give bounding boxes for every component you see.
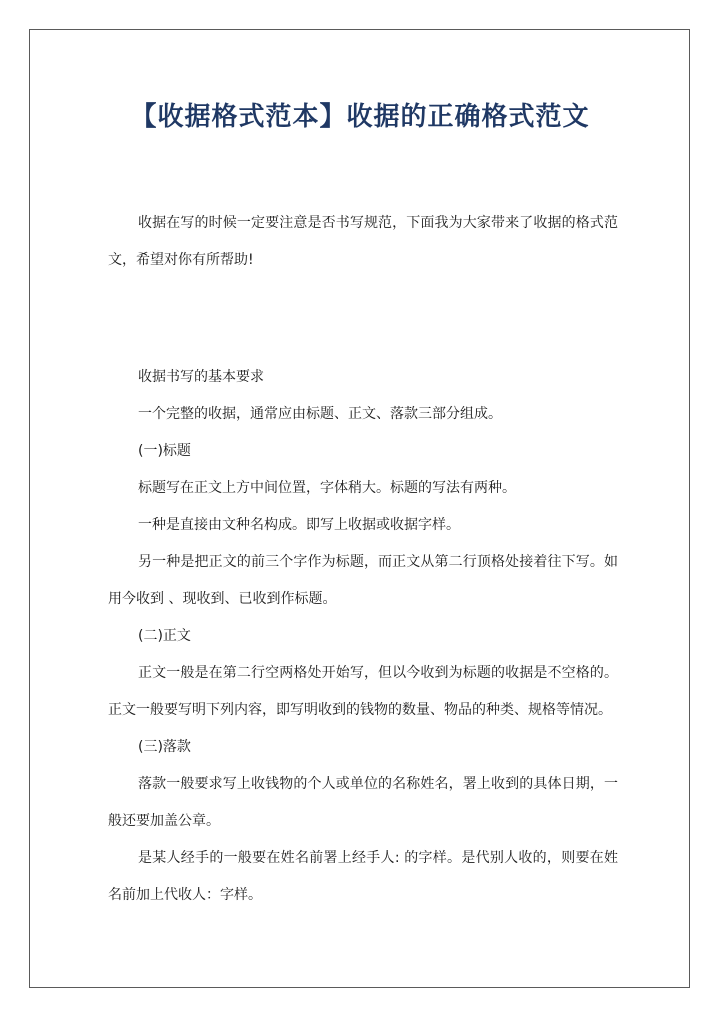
overview-paragraph: 一个完整的收据，通常应由标题、正文、落款三部分组成。 [138, 406, 502, 422]
section-title: 收据书写的基本要求 [138, 369, 264, 385]
spacer [108, 279, 618, 359]
part3-paragraph-1: 落款一般要求写上收钱物的个人或单位的名称姓名，署上收到的具体日期，一般还要加盖公章。 [108, 776, 618, 829]
part1-heading: (一)标题 [138, 443, 191, 459]
part1-paragraph-1: 标题写在正文上方中间位置，字体稍大。标题的写法有两种。 [138, 480, 516, 496]
part2-heading: (二)正文 [138, 628, 191, 644]
part1-paragraph-3: 另一种是把正文的前三个字作为标题，而正文从第二行顶格处接着往下写。如用今收到 、现收到、已收到作标题。 [108, 554, 618, 607]
part2-paragraph-1: 正文一般是在第二行空两格处开始写，但以今收到为标题的收据是不空格的。正文一般要写明下列内容，即写明收到的钱物的数量、物品的种类、规格等情况。 [108, 665, 618, 718]
part3-heading: (三)落款 [138, 739, 191, 755]
part3-paragraph-2: 是某人经手的一般要在姓名前署上经手人: 的字样。是代别人收的，则要在姓名前加上代收人：字样。 [108, 850, 618, 903]
part1-paragraph-2: 一种是直接由文种名构成。即写上收据或收据字样。 [138, 517, 460, 533]
document-body [108, 205, 618, 914]
intro-paragraph: 收据在写的时候一定要注意是否书写规范，下面我为大家带来了收据的格式范文，希望对你有所帮助! [108, 215, 618, 268]
document-title: 【收据格式范本】收据的正确格式范文 [130, 102, 590, 132]
